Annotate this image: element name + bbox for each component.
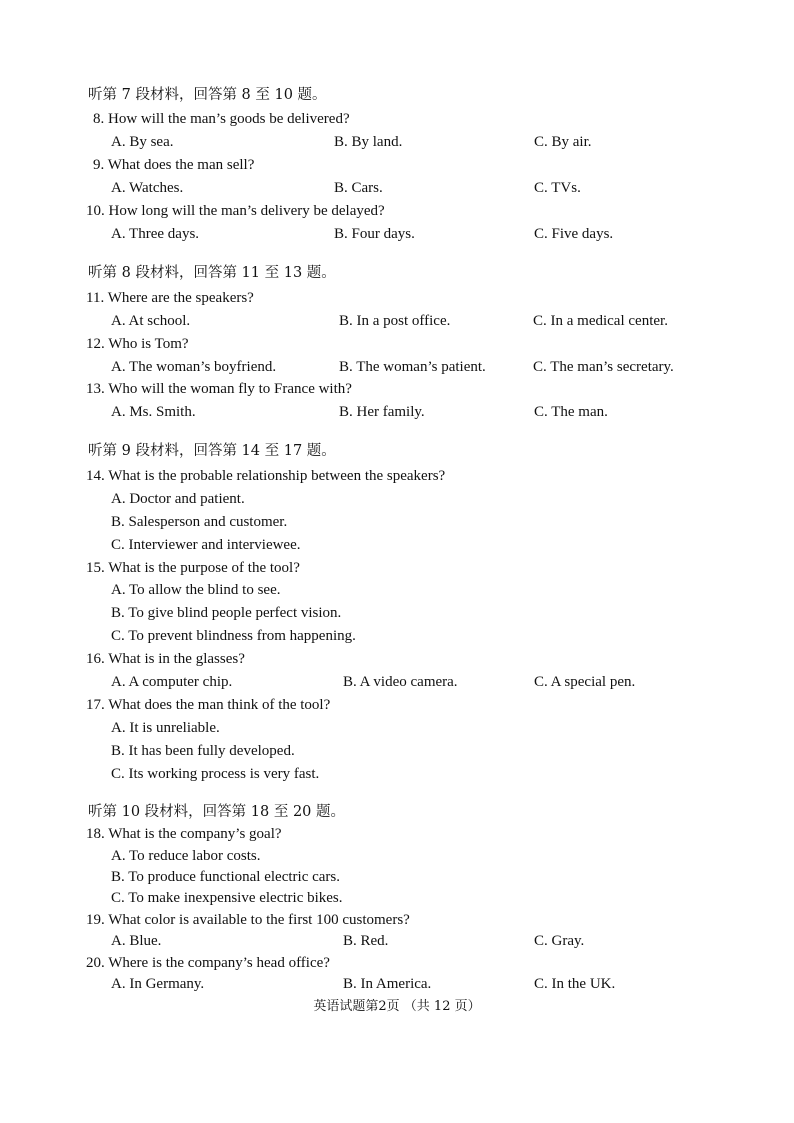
question	[93, 110, 350, 128]
option-c: C. The man.	[534, 404, 608, 420]
question-text: What does the man think of the tool?	[108, 697, 331, 713]
question-number: 19.	[86, 912, 105, 928]
option-b: B. Four days.	[334, 226, 415, 242]
option-a: A. Ms. Smith.	[111, 404, 196, 420]
question-text: What color is available to the first 100 customers?	[108, 912, 410, 928]
option-a: A. The woman’s boyfriend.	[111, 359, 277, 375]
option-b: B. Cars.	[334, 180, 383, 196]
question-text: What is the probable relationship between the speakers?	[108, 468, 446, 484]
option-b: B. In America.	[343, 976, 432, 992]
question-number: 13.	[86, 381, 105, 397]
question	[86, 467, 445, 485]
question	[86, 696, 330, 714]
option-c: C. In the UK.	[534, 976, 616, 992]
option-c: C. In a medical center.	[533, 313, 668, 329]
option-b: B. Salesperson and customer.	[111, 514, 288, 530]
option-b: B. It has been fully developed.	[111, 743, 295, 759]
section-heading: 听第 7 段材料，回答第 8 至 10 题。	[88, 87, 327, 103]
option-c: C. Interviewer and interviewee.	[111, 537, 301, 553]
question-number: 11.	[86, 290, 105, 306]
question	[86, 911, 410, 929]
option-a: A. By sea.	[111, 134, 174, 150]
option-c: C. To prevent blindness from happening.	[111, 628, 356, 644]
question-number: 10.	[86, 203, 105, 219]
option-a: A. Watches.	[111, 180, 184, 196]
section-heading: 听第 10 段材料，回答第 18 至 20 题。	[88, 804, 346, 820]
option-c: C. By air.	[534, 134, 592, 150]
question	[86, 954, 330, 972]
question-text: Where are the speakers?	[107, 290, 254, 306]
question-text: What is in the glasses?	[108, 651, 245, 667]
option-a: A. To reduce labor costs.	[111, 848, 261, 864]
question	[86, 289, 254, 307]
question-number: 20.	[86, 955, 105, 971]
option-c: C. Its working process is very fast.	[111, 766, 320, 782]
page-footer: 英语试题第2页 （共 12 页）	[313, 999, 481, 1014]
question-text: Who will the woman fly to France with?	[108, 381, 352, 397]
question-number: 8.	[93, 111, 105, 127]
option-b: B. In a post office.	[339, 313, 451, 329]
option-a: A. To allow the blind to see.	[111, 582, 281, 598]
question	[86, 335, 189, 353]
question-text: How long will the man’s delivery be delayed?	[108, 203, 385, 219]
option-a: A. Three days.	[111, 226, 200, 242]
option-b: B. Red.	[343, 933, 389, 949]
section-heading: 听第 8 段材料，回答第 11 至 13 题。	[88, 265, 336, 281]
question	[86, 559, 300, 577]
question-text: What is the company’s goal?	[108, 826, 282, 842]
question-number: 14.	[86, 468, 105, 484]
question	[93, 156, 254, 174]
option-b: B. Her family.	[339, 404, 425, 420]
option-b: B. The woman’s patient.	[339, 359, 486, 375]
question	[86, 380, 352, 398]
option-a: A. In Germany.	[111, 976, 205, 992]
question-number: 16.	[86, 651, 105, 667]
option-a: A. Doctor and patient.	[111, 491, 245, 507]
question-text: What is the purpose of the tool?	[108, 560, 300, 576]
option-a: A. A computer chip.	[111, 674, 233, 690]
question-number: 15.	[86, 560, 105, 576]
question-number: 12.	[86, 336, 105, 352]
option-a: A. It is unreliable.	[111, 720, 220, 736]
option-c: C. A special pen.	[534, 674, 636, 690]
question-text: Who is Tom?	[108, 336, 189, 352]
option-c: C. The man’s secretary.	[533, 359, 674, 375]
option-b: B. By land.	[334, 134, 403, 150]
question-number: 18.	[86, 826, 105, 842]
question	[86, 650, 245, 668]
option-a: A. Blue.	[111, 933, 162, 949]
option-c: C. To make inexpensive electric bikes.	[111, 890, 343, 906]
option-b: B. To produce functional electric cars.	[111, 869, 340, 885]
question-text: What does the man sell?	[107, 157, 255, 173]
question	[86, 202, 385, 220]
question	[86, 825, 282, 843]
question-number: 17.	[86, 697, 105, 713]
option-c: C. TVs.	[534, 180, 581, 196]
question-number: 9.	[93, 157, 105, 173]
question-text: Where is the company’s head office?	[108, 955, 330, 971]
option-b: B. A video camera.	[343, 674, 458, 690]
option-a: A. At school.	[111, 313, 191, 329]
option-c: C. Five days.	[534, 226, 614, 242]
section-heading: 听第 9 段材料，回答第 14 至 17 题。	[88, 443, 336, 459]
option-b: B. To give blind people perfect vision.	[111, 605, 342, 621]
option-c: C. Gray.	[534, 933, 585, 949]
question-text: How will the man’s goods be delivered?	[108, 111, 350, 127]
